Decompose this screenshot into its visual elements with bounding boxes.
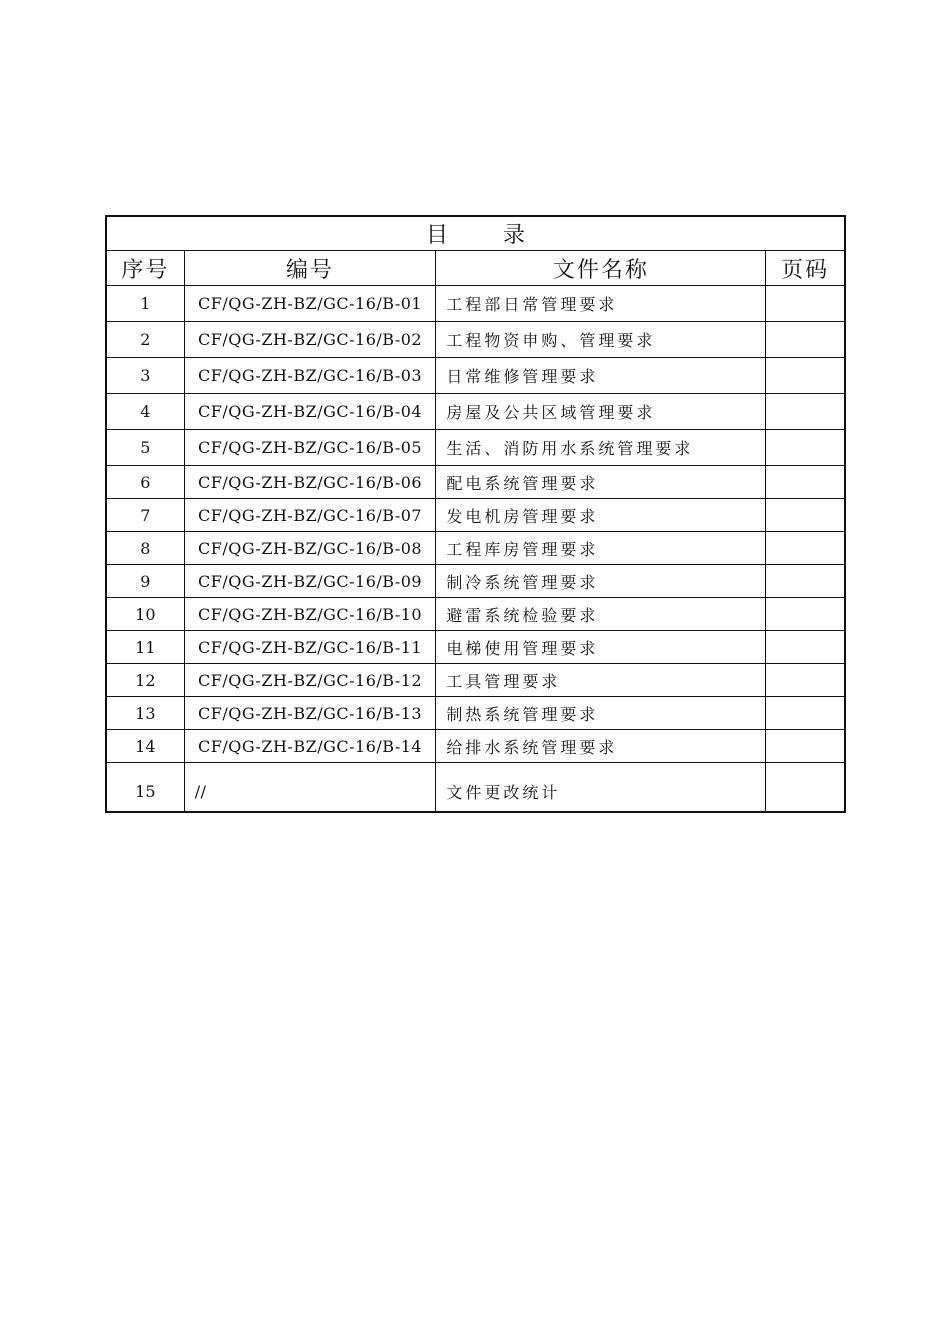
row-code: CF/QG-ZH-BZ/GC-16/B-14 — [184, 730, 436, 763]
row-no: 11 — [106, 631, 184, 664]
row-page — [766, 430, 845, 466]
row-code: CF/QG-ZH-BZ/GC-16/B-07 — [184, 499, 436, 532]
row-page — [766, 763, 845, 813]
toc-title-row — [106, 216, 845, 251]
row-page — [766, 394, 845, 430]
row-name: 制热系统管理要求 — [436, 697, 766, 730]
table-row — [106, 763, 845, 813]
row-code: CF/QG-ZH-BZ/GC-16/B-06 — [184, 466, 436, 499]
row-name: 电梯使用管理要求 — [436, 631, 766, 664]
table-row — [106, 466, 845, 499]
row-code: CF/QG-ZH-BZ/GC-16/B-01 — [184, 286, 436, 322]
header-no: 序号 — [106, 251, 184, 286]
row-code: CF/QG-ZH-BZ/GC-16/B-08 — [184, 532, 436, 565]
header-page: 页码 — [766, 251, 845, 286]
toc-title: 目 录 — [106, 216, 845, 251]
row-no: 15 — [106, 763, 184, 813]
row-name: 配电系统管理要求 — [436, 466, 766, 499]
row-no: 12 — [106, 664, 184, 697]
row-page — [766, 322, 845, 358]
table-row — [106, 664, 845, 697]
header-code: 编号 — [184, 251, 436, 286]
table-row — [106, 598, 845, 631]
row-name: 工程库房管理要求 — [436, 532, 766, 565]
row-name: 给排水系统管理要求 — [436, 730, 766, 763]
row-code: CF/QG-ZH-BZ/GC-16/B-10 — [184, 598, 436, 631]
row-page — [766, 286, 845, 322]
table-row — [106, 631, 845, 664]
table-row — [106, 430, 845, 466]
row-no: 2 — [106, 322, 184, 358]
row-no: 5 — [106, 430, 184, 466]
table-row — [106, 697, 845, 730]
row-code: CF/QG-ZH-BZ/GC-16/B-12 — [184, 664, 436, 697]
row-code: CF/QG-ZH-BZ/GC-16/B-02 — [184, 322, 436, 358]
row-name: 生活、消防用水系统管理要求 — [436, 430, 766, 466]
table-row — [106, 358, 845, 394]
row-no: 10 — [106, 598, 184, 631]
row-name: 日常维修管理要求 — [436, 358, 766, 394]
table-row — [106, 532, 845, 565]
table-row — [106, 565, 845, 598]
table-of-contents — [105, 215, 846, 813]
row-code: CF/QG-ZH-BZ/GC-16/B-03 — [184, 358, 436, 394]
row-no: 7 — [106, 499, 184, 532]
row-name: 房屋及公共区域管理要求 — [436, 394, 766, 430]
row-name: 工程物资申购、管理要求 — [436, 322, 766, 358]
row-page — [766, 598, 845, 631]
row-no: 9 — [106, 565, 184, 598]
table-row — [106, 394, 845, 430]
table-row — [106, 322, 845, 358]
row-code: CF/QG-ZH-BZ/GC-16/B-11 — [184, 631, 436, 664]
row-code: // — [184, 763, 436, 813]
row-code: CF/QG-ZH-BZ/GC-16/B-13 — [184, 697, 436, 730]
row-name: 工具管理要求 — [436, 664, 766, 697]
row-page — [766, 631, 845, 664]
table-row — [106, 499, 845, 532]
row-no: 1 — [106, 286, 184, 322]
row-page — [766, 730, 845, 763]
row-name: 避雷系统检验要求 — [436, 598, 766, 631]
header-name: 文件名称 — [436, 251, 766, 286]
row-page — [766, 466, 845, 499]
row-page — [766, 697, 845, 730]
row-no: 13 — [106, 697, 184, 730]
table-row — [106, 730, 845, 763]
row-page — [766, 499, 845, 532]
row-name: 文件更改统计 — [436, 763, 766, 813]
row-name: 制冷系统管理要求 — [436, 565, 766, 598]
row-no: 4 — [106, 394, 184, 430]
row-no: 6 — [106, 466, 184, 499]
row-no: 8 — [106, 532, 184, 565]
toc-header-row — [106, 251, 845, 286]
row-code: CF/QG-ZH-BZ/GC-16/B-05 — [184, 430, 436, 466]
row-page — [766, 664, 845, 697]
row-code: CF/QG-ZH-BZ/GC-16/B-09 — [184, 565, 436, 598]
row-no: 3 — [106, 358, 184, 394]
row-name: 工程部日常管理要求 — [436, 286, 766, 322]
row-name: 发电机房管理要求 — [436, 499, 766, 532]
row-page — [766, 565, 845, 598]
table-row — [106, 286, 845, 322]
row-no: 14 — [106, 730, 184, 763]
row-page — [766, 532, 845, 565]
row-page — [766, 358, 845, 394]
row-code: CF/QG-ZH-BZ/GC-16/B-04 — [184, 394, 436, 430]
